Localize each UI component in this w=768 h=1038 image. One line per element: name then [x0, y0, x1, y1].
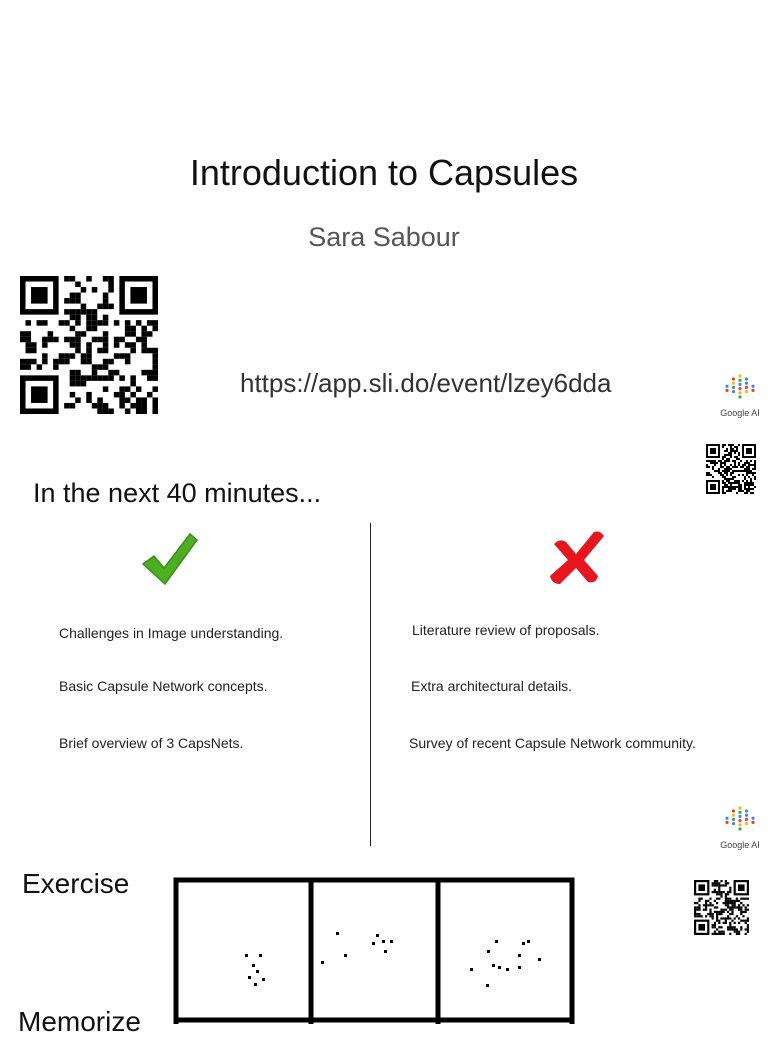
section-heading: In the next 40 minutes...	[33, 478, 322, 508]
google-ai-logo: Google AI	[715, 372, 765, 418]
qr-code-large	[20, 276, 158, 414]
included-item: Brief overview of 3 CapsNets.	[59, 735, 244, 751]
included-item: Challenges in Image understanding.	[59, 625, 284, 641]
cross-icon	[546, 528, 608, 586]
google-ai-logo: Google AI	[715, 804, 765, 850]
column-divider	[370, 523, 371, 846]
dot-pattern-grid	[172, 876, 576, 1024]
qr-code-small	[694, 880, 749, 935]
exercise-heading: Exercise	[22, 868, 130, 899]
slide-title: Introduction to Capsules	[189, 152, 579, 193]
event-link[interactable]: https://app.sli.do/event/lzey6dda	[240, 368, 612, 398]
excluded-item: Literature review of proposals.	[412, 622, 600, 638]
check-icon	[140, 530, 200, 588]
memorize-heading: Memorize	[18, 1006, 141, 1037]
qr-code-small	[706, 444, 756, 494]
included-item: Basic Capsule Network concepts.	[59, 678, 268, 694]
excluded-item: Survey of recent Capsule Network community.	[409, 735, 696, 751]
excluded-item: Extra architectural details.	[411, 678, 573, 694]
slide-author: Sara Sabour	[308, 222, 460, 252]
